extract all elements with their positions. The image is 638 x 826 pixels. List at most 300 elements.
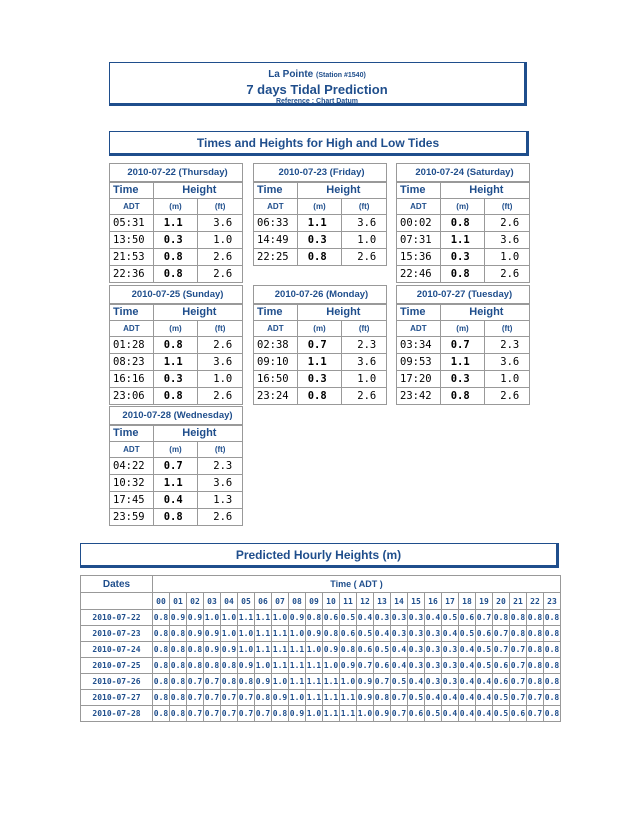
hourly-value: 1.1	[238, 610, 255, 626]
hourly-value: 0.6	[374, 658, 391, 674]
tide-row	[397, 215, 530, 232]
height-col-header: Height	[153, 304, 242, 321]
hourly-value: 0.8	[187, 658, 204, 674]
hourly-value: 0.8	[153, 690, 170, 706]
tide-time: 09:53	[397, 354, 441, 371]
hourly-value: 0.3	[425, 658, 442, 674]
hour-header: 09	[306, 593, 323, 610]
tides-section-title: Times and Heights for High and Low Tides	[109, 131, 529, 156]
tide-time: 23:42	[397, 388, 441, 405]
tide-height-ft: 2.6	[198, 266, 243, 283]
tide-time: 22:25	[254, 249, 298, 266]
hourly-value: 0.7	[255, 706, 272, 722]
tide-time: 06:33	[254, 215, 298, 232]
tide-time: 16:16	[110, 371, 154, 388]
hourly-date: 2010-07-25	[81, 658, 153, 674]
hourly-value: 0.7	[238, 706, 255, 722]
hourly-value: 0.8	[544, 674, 561, 690]
hourly-value: 0.8	[544, 626, 561, 642]
station-id: (Station #1540)	[316, 72, 366, 79]
height-col-header: Height	[440, 304, 529, 321]
hourly-value: 1.1	[306, 690, 323, 706]
hourly-value: 0.7	[476, 610, 493, 626]
ft-unit-label: (ft)	[485, 199, 530, 215]
hourly-value: 1.1	[323, 690, 340, 706]
hourly-value: 1.1	[340, 690, 357, 706]
tide-time: 13:50	[110, 232, 154, 249]
tide-row	[110, 215, 243, 232]
hour-header: 20	[493, 593, 510, 610]
hourly-value: 0.4	[476, 706, 493, 722]
m-unit-label: (m)	[153, 442, 198, 458]
hourly-value: 0.8	[170, 706, 187, 722]
hourly-value: 0.6	[323, 610, 340, 626]
hourly-date: 2010-07-24	[81, 642, 153, 658]
hourly-value: 0.8	[544, 690, 561, 706]
hourly-value: 0.8	[153, 610, 170, 626]
hourly-value: 0.8	[544, 658, 561, 674]
tide-time: 16:50	[254, 371, 298, 388]
tide-time: 01:28	[110, 337, 154, 354]
station-name: La Pointe	[268, 69, 314, 80]
tide-day-table	[396, 285, 530, 405]
ft-unit-label: (ft)	[198, 199, 243, 215]
hourly-value: 0.4	[459, 658, 476, 674]
tide-height-ft: 3.6	[342, 354, 387, 371]
tide-height-m: 1.1	[297, 215, 342, 232]
hourly-value: 0.8	[340, 642, 357, 658]
hourly-value: 0.7	[187, 690, 204, 706]
hourly-value: 0.5	[340, 610, 357, 626]
ft-unit-label: (ft)	[342, 199, 387, 215]
hour-header: 06	[255, 593, 272, 610]
day-date: 2010-07-22 (Thursday)	[110, 164, 243, 182]
tide-height-m: 1.1	[440, 232, 485, 249]
m-unit-label: (m)	[440, 199, 485, 215]
hourly-value: 1.1	[289, 674, 306, 690]
tide-height-ft: 3.6	[342, 215, 387, 232]
hourly-value: 0.8	[374, 690, 391, 706]
hour-header: 01	[170, 593, 187, 610]
hour-header: 23	[544, 593, 561, 610]
tide-time: 02:38	[254, 337, 298, 354]
ft-unit-label: (ft)	[342, 321, 387, 337]
tide-height-m: 0.8	[440, 388, 485, 405]
hourly-value: 0.4	[408, 674, 425, 690]
hourly-value: 0.3	[408, 642, 425, 658]
hourly-value: 0.4	[425, 690, 442, 706]
tide-row	[397, 388, 530, 405]
hour-header: 14	[391, 593, 408, 610]
hourly-value: 0.4	[459, 690, 476, 706]
hourly-value: 0.8	[170, 626, 187, 642]
adt-label: ADT	[110, 199, 154, 215]
tide-day-table	[253, 163, 387, 266]
hourly-value: 1.0	[238, 626, 255, 642]
hourly-value: 0.8	[170, 674, 187, 690]
tide-time: 10:32	[110, 475, 154, 492]
tide-height-m: 0.7	[153, 458, 198, 475]
tide-height-m: 0.8	[153, 249, 198, 266]
time-col-header: Time	[110, 304, 154, 321]
hour-header: 11	[340, 593, 357, 610]
hourly-value: 0.9	[272, 690, 289, 706]
hourly-value: 0.4	[391, 658, 408, 674]
hourly-row	[81, 706, 561, 722]
hourly-value: 0.7	[510, 674, 527, 690]
hourly-value: 0.8	[255, 690, 272, 706]
hourly-value: 0.5	[408, 690, 425, 706]
hourly-value: 0.3	[425, 626, 442, 642]
hourly-value: 0.4	[442, 626, 459, 642]
tide-row	[110, 337, 243, 354]
hourly-value: 0.5	[442, 610, 459, 626]
tide-time: 14:49	[254, 232, 298, 249]
hourly-value: 1.0	[204, 610, 221, 626]
hourly-value: 0.7	[204, 690, 221, 706]
tide-time: 23:06	[110, 388, 154, 405]
hour-header: 08	[289, 593, 306, 610]
tide-height-m: 0.8	[440, 266, 485, 283]
hourly-value: 0.9	[306, 626, 323, 642]
hourly-value: 0.8	[170, 642, 187, 658]
hourly-date: 2010-07-22	[81, 610, 153, 626]
hourly-value: 0.3	[442, 674, 459, 690]
tide-time: 23:59	[110, 509, 154, 526]
hourly-value: 0.9	[289, 610, 306, 626]
tide-time: 21:53	[110, 249, 154, 266]
hourly-value: 1.1	[272, 626, 289, 642]
tide-height-m: 0.3	[297, 232, 342, 249]
time-col-header: Time	[254, 182, 298, 199]
hourly-value: 1.0	[357, 706, 374, 722]
tide-height-m: 0.3	[297, 371, 342, 388]
hour-header: 15	[408, 593, 425, 610]
hourly-value: 1.1	[255, 610, 272, 626]
m-unit-label: (m)	[153, 199, 198, 215]
hour-header: 19	[476, 593, 493, 610]
hourly-value: 0.7	[374, 674, 391, 690]
adt-label: ADT	[110, 442, 154, 458]
hourly-value: 0.9	[187, 610, 204, 626]
m-unit-label: (m)	[297, 199, 342, 215]
tide-row	[254, 371, 387, 388]
hourly-value: 0.9	[323, 642, 340, 658]
hourly-value: 0.8	[153, 626, 170, 642]
tide-height-ft: 3.6	[198, 215, 243, 232]
tide-height-ft: 1.3	[198, 492, 243, 509]
hourly-date: 2010-07-23	[81, 626, 153, 642]
hour-header: 21	[510, 593, 527, 610]
hourly-value: 0.8	[204, 658, 221, 674]
hourly-value: 0.8	[187, 642, 204, 658]
hourly-value: 0.8	[527, 626, 544, 642]
hourly-value: 0.8	[153, 658, 170, 674]
hourly-section-title: Predicted Hourly Heights (m)	[80, 543, 559, 568]
hourly-value: 1.1	[323, 706, 340, 722]
hourly-value: 1.0	[272, 674, 289, 690]
tide-height-m: 0.8	[440, 215, 485, 232]
day-date: 2010-07-23 (Friday)	[254, 164, 387, 182]
adt-label: ADT	[397, 321, 441, 337]
tide-time: 17:20	[397, 371, 441, 388]
hour-header: 18	[459, 593, 476, 610]
hourly-value: 1.1	[289, 658, 306, 674]
reference-datum: Reference : Chart Datum	[275, 98, 359, 105]
hourly-value: 0.9	[340, 658, 357, 674]
hourly-value: 0.6	[408, 706, 425, 722]
tide-row	[110, 354, 243, 371]
hourly-value: 0.8	[527, 674, 544, 690]
hourly-value: 0.9	[204, 626, 221, 642]
day-date: 2010-07-24 (Saturday)	[397, 164, 530, 182]
hourly-value: 0.8	[527, 658, 544, 674]
report-header	[109, 62, 527, 106]
ft-unit-label: (ft)	[485, 321, 530, 337]
hourly-value: 1.0	[221, 610, 238, 626]
hour-header: 12	[357, 593, 374, 610]
tide-row	[397, 266, 530, 283]
hourly-value: 1.0	[272, 610, 289, 626]
tide-height-m: 0.7	[297, 337, 342, 354]
hourly-value: 0.8	[170, 690, 187, 706]
m-unit-label: (m)	[153, 321, 198, 337]
tide-height-ft: 2.6	[198, 509, 243, 526]
hourly-value: 0.7	[527, 706, 544, 722]
tide-height-ft: 2.3	[342, 337, 387, 354]
hourly-date: 2010-07-28	[81, 706, 153, 722]
tide-row	[397, 371, 530, 388]
hourly-value: 1.1	[306, 658, 323, 674]
hourly-value: 0.4	[374, 626, 391, 642]
hour-header: 07	[272, 593, 289, 610]
hourly-value: 0.9	[357, 690, 374, 706]
hour-header: 13	[374, 593, 391, 610]
hourly-row	[81, 610, 561, 626]
hourly-value: 0.4	[459, 642, 476, 658]
hourly-value: 0.8	[221, 658, 238, 674]
tide-height-ft: 2.6	[342, 388, 387, 405]
hourly-value: 0.4	[459, 706, 476, 722]
hourly-value: 0.5	[357, 626, 374, 642]
hourly-value: 1.0	[289, 626, 306, 642]
hourly-value: 0.7	[204, 674, 221, 690]
hourly-value: 0.7	[357, 658, 374, 674]
hourly-value: 0.3	[442, 642, 459, 658]
tide-height-m: 0.3	[153, 371, 198, 388]
tide-height-ft: 1.0	[198, 232, 243, 249]
tide-height-m: 1.1	[153, 215, 198, 232]
hourly-value: 0.7	[493, 626, 510, 642]
time-col-header: Time	[254, 304, 298, 321]
hourly-value: 0.6	[493, 674, 510, 690]
hourly-value: 0.4	[476, 690, 493, 706]
hourly-value: 0.7	[493, 642, 510, 658]
tide-height-ft: 2.6	[485, 266, 530, 283]
m-unit-label: (m)	[297, 321, 342, 337]
tide-height-ft: 2.6	[198, 388, 243, 405]
tide-time: 09:10	[254, 354, 298, 371]
hourly-value: 0.9	[187, 626, 204, 642]
hourly-value: 1.0	[238, 642, 255, 658]
tide-row	[110, 475, 243, 492]
hourly-value: 0.6	[510, 706, 527, 722]
tide-row	[110, 266, 243, 283]
hourly-value: 0.7	[391, 706, 408, 722]
hourly-value: 0.8	[527, 610, 544, 626]
hourly-value: 0.6	[459, 610, 476, 626]
tide-time: 03:34	[397, 337, 441, 354]
hourly-value: 0.7	[187, 706, 204, 722]
day-date: 2010-07-27 (Tuesday)	[397, 286, 530, 304]
tide-row	[110, 492, 243, 509]
hour-header: 02	[187, 593, 204, 610]
hourly-value: 1.0	[306, 642, 323, 658]
hourly-value: 0.6	[476, 626, 493, 642]
tide-height-ft: 2.3	[198, 458, 243, 475]
report-title: 7 days Tidal Prediction	[246, 82, 388, 97]
hourly-value: 0.4	[442, 690, 459, 706]
hourly-value: 0.5	[374, 642, 391, 658]
hourly-value: 0.5	[493, 690, 510, 706]
tide-row	[254, 337, 387, 354]
day-date: 2010-07-25 (Sunday)	[110, 286, 243, 304]
hour-header: 00	[153, 593, 170, 610]
hourly-value: 0.8	[153, 674, 170, 690]
tide-row	[254, 232, 387, 249]
time-header: Time ( ADT )	[153, 576, 561, 593]
day-date: 2010-07-26 (Monday)	[254, 286, 387, 304]
tide-row	[110, 249, 243, 266]
hourly-value: 0.4	[391, 642, 408, 658]
tide-height-m: 0.3	[440, 371, 485, 388]
hourly-value: 0.9	[221, 642, 238, 658]
tide-height-ft: 2.6	[485, 388, 530, 405]
hourly-value: 0.3	[391, 626, 408, 642]
hourly-value: 0.8	[153, 642, 170, 658]
tide-height-ft: 1.0	[342, 232, 387, 249]
hourly-value: 0.3	[374, 610, 391, 626]
hourly-value: 0.5	[476, 658, 493, 674]
tide-height-m: 1.1	[297, 354, 342, 371]
hourly-value: 0.8	[510, 610, 527, 626]
hourly-value: 0.8	[510, 626, 527, 642]
hourly-value: 0.8	[170, 658, 187, 674]
m-unit-label: (m)	[440, 321, 485, 337]
hourly-value: 0.7	[510, 658, 527, 674]
tide-row	[110, 388, 243, 405]
tide-row	[254, 388, 387, 405]
hourly-value: 1.0	[340, 674, 357, 690]
adt-label: ADT	[254, 321, 298, 337]
hourly-value: 1.1	[323, 674, 340, 690]
hourly-value: 0.7	[204, 706, 221, 722]
hourly-value: 0.3	[408, 610, 425, 626]
hour-header: 03	[204, 593, 221, 610]
hourly-value: 1.1	[255, 626, 272, 642]
adt-label: ADT	[110, 321, 154, 337]
tide-height-m: 0.8	[153, 337, 198, 354]
tide-height-m: 0.3	[153, 232, 198, 249]
tide-height-ft: 3.6	[198, 475, 243, 492]
hourly-value: 0.9	[374, 706, 391, 722]
hourly-row	[81, 642, 561, 658]
tide-height-m: 0.8	[153, 388, 198, 405]
hourly-value: 0.4	[476, 674, 493, 690]
day-date: 2010-07-28 (Wednesday)	[110, 407, 243, 425]
hourly-value: 0.5	[493, 706, 510, 722]
tide-time: 17:45	[110, 492, 154, 509]
hourly-value: 0.8	[238, 674, 255, 690]
tide-day-table	[109, 163, 243, 283]
tide-time: 15:36	[397, 249, 441, 266]
tide-row	[397, 249, 530, 266]
hourly-value: 0.4	[425, 610, 442, 626]
hour-header: 04	[221, 593, 238, 610]
tide-time: 08:23	[110, 354, 154, 371]
tide-row	[254, 354, 387, 371]
tide-row	[110, 371, 243, 388]
tide-height-ft: 3.6	[485, 354, 530, 371]
adt-label: ADT	[254, 199, 298, 215]
tide-time: 22:36	[110, 266, 154, 283]
hourly-value: 0.7	[187, 674, 204, 690]
hourly-value: 0.8	[272, 706, 289, 722]
tide-time: 04:22	[110, 458, 154, 475]
hour-header: 05	[238, 593, 255, 610]
hourly-value: 1.1	[272, 642, 289, 658]
tide-height-m: 0.3	[440, 249, 485, 266]
tide-row	[397, 337, 530, 354]
hour-header: 10	[323, 593, 340, 610]
tide-height-m: 1.1	[153, 354, 198, 371]
hourly-value: 1.0	[255, 658, 272, 674]
hourly-value: 0.3	[408, 626, 425, 642]
hourly-value: 0.9	[238, 658, 255, 674]
time-col-header: Time	[110, 425, 154, 442]
hourly-value: 0.8	[544, 610, 561, 626]
hourly-value: 0.3	[425, 642, 442, 658]
tide-row	[110, 509, 243, 526]
hourly-value: 0.5	[391, 674, 408, 690]
tide-time: 07:31	[397, 232, 441, 249]
tide-height-ft: 1.0	[485, 249, 530, 266]
tide-height-m: 0.4	[153, 492, 198, 509]
tide-row	[110, 232, 243, 249]
hourly-value: 0.5	[459, 626, 476, 642]
hourly-value: 0.7	[391, 690, 408, 706]
hourly-value: 0.3	[442, 658, 459, 674]
hourly-value: 0.8	[544, 642, 561, 658]
hour-header: 22	[527, 593, 544, 610]
hourly-value: 0.8	[544, 706, 561, 722]
hourly-value: 0.9	[170, 610, 187, 626]
dates-header: Dates	[81, 576, 153, 593]
hourly-value: 1.1	[340, 706, 357, 722]
hourly-row	[81, 674, 561, 690]
hourly-value: 1.1	[255, 642, 272, 658]
hourly-value: 0.7	[238, 690, 255, 706]
hourly-value: 0.8	[527, 642, 544, 658]
tide-height-ft: 3.6	[485, 232, 530, 249]
hourly-value: 0.7	[527, 690, 544, 706]
height-col-header: Height	[440, 182, 529, 199]
hourly-value: 0.8	[323, 626, 340, 642]
tide-height-ft: 1.0	[198, 371, 243, 388]
tide-height-ft: 1.0	[485, 371, 530, 388]
hourly-value: 1.0	[289, 690, 306, 706]
tide-height-m: 0.8	[297, 388, 342, 405]
